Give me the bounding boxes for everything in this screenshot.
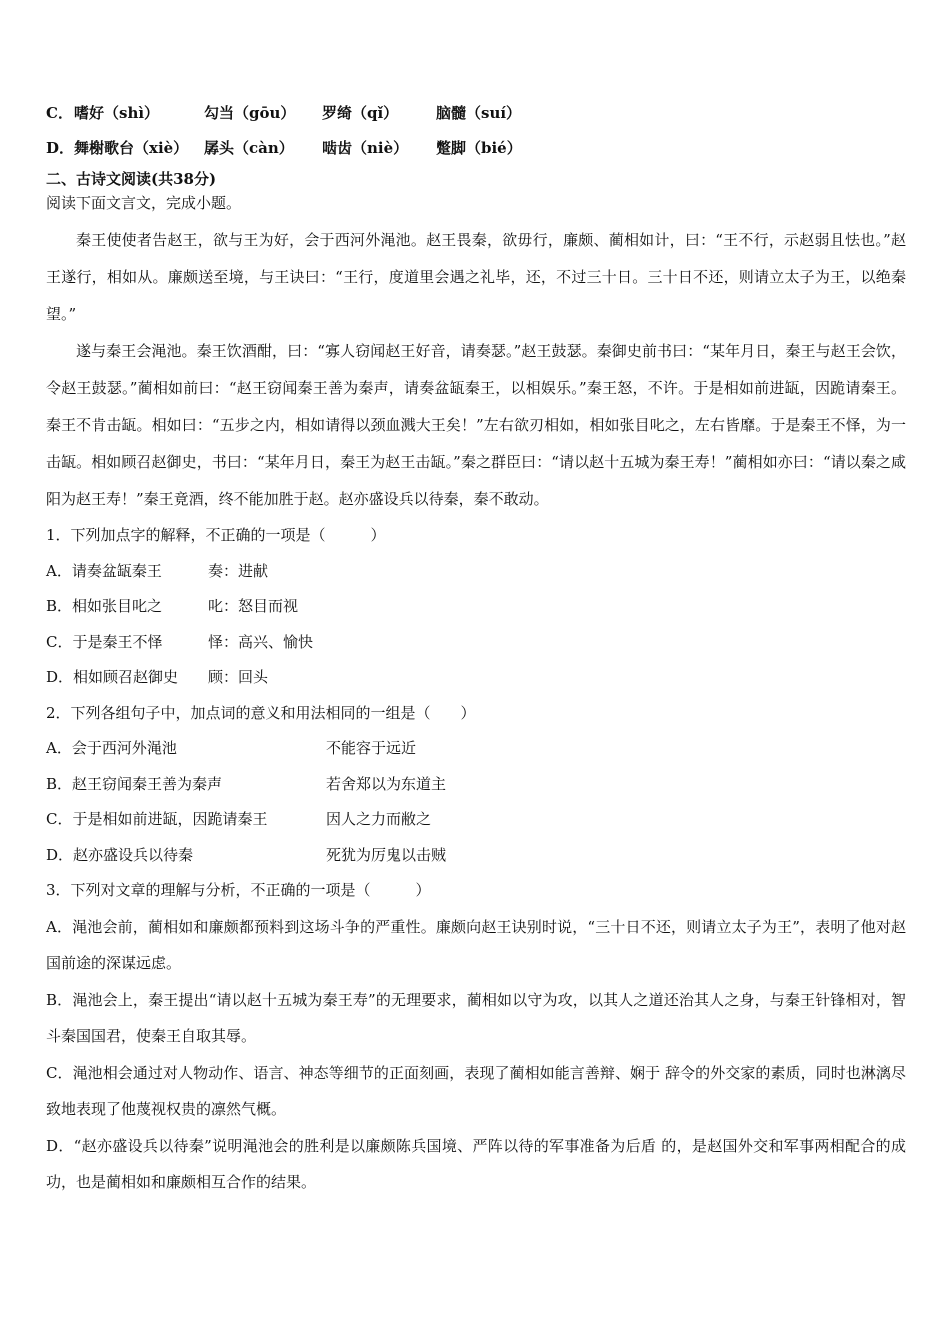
pinyin-item: 勾当（gōu） [204, 104, 296, 122]
option-letter: C． [46, 104, 73, 122]
question-stem: 3．下列对文章的理解与分析，不正确的一项是（ ） [46, 881, 431, 899]
option-text: 于是相如前进缻，因跪请秦王 [72, 810, 268, 828]
option-row [46, 589, 906, 625]
question-stem: 2．下列各组句子中，加点词的意义和用法相同的一组是（ ） [46, 703, 476, 722]
option-gloss: 怿：高兴、愉快 [208, 632, 314, 651]
section-heading: 二、古诗文阅读(共38分) [46, 170, 217, 188]
pinyin-option-d [46, 131, 906, 166]
pinyin-item: 嗜好（shì） [74, 104, 160, 122]
option-text: 请奏盆缻秦王 [71, 561, 162, 580]
option-pair: 因人之力而敝之 [326, 810, 432, 828]
option-text: 于是秦王不怿 [72, 632, 163, 651]
option-row [46, 802, 906, 838]
section-intro: 阅读下面文言文，完成小题。 [46, 194, 242, 212]
option-paragraph: C．渑池相会通过对人物动作、语言、神态等细节的正面刻画，表现了蔺相如能言善辩、娴于 辞令的外交家的素质，同时也淋漓尽致地表现了他蔑视权贵的凛然气概。 [46, 1063, 906, 1118]
option-gloss: 顾：回头 [208, 668, 269, 686]
option-row [46, 767, 906, 803]
option-text: 赵王窃闻秦王善为秦声 [72, 774, 223, 793]
pinyin-item: 脑髓（suí） [436, 104, 522, 122]
pinyin-item: 罗绮（qǐ） [322, 104, 399, 122]
option-paragraph: B．渑池会上，秦王提出“请以赵十五城为秦王寿”的无理要求，蔺相如以守为攻，以其人之道还治其人之身，与秦王针锋相对，智斗秦国国君，使秦王自取其辱。 [46, 990, 906, 1045]
pinyin-item: 蹩脚（bié） [436, 139, 522, 157]
option-letter: D． [46, 845, 74, 864]
pinyin-option-c [46, 96, 906, 131]
option-text: 相如张目叱之 [72, 597, 163, 615]
question-3 [46, 873, 906, 1201]
question-stem: 1．下列加点字的解释，不正确的一项是（ ） [46, 526, 386, 544]
option-pair: 不能容于远近 [326, 739, 417, 757]
option-letter: B． [46, 597, 73, 615]
option-row [46, 554, 906, 590]
option-row [46, 838, 906, 874]
option-letter: D． [46, 139, 75, 157]
option-letter: B． [46, 774, 73, 793]
passage-paragraph: 遂与秦王会渑池。秦王饮酒酣，曰：“寡人窃闻赵王好音，请奏瑟。”赵王鼓瑟。秦御史前书曰：“某年月日，秦王与赵王会饮，令赵王鼓瑟。”蔺相如前曰：“赵王窃闻秦王善为秦声，请奏盆缻秦王，以相娱乐。”秦王怒，不许。于是相如前进缻，因跪请秦王。秦王不肯击缻。相如曰：“五步之内，相如请得以颈血溅大王矣！”左右欲刃相如，相如张目叱之，左右皆靡。于是秦王不怿，为一击缻。相如顾召赵御史，书曰：“某年月日，秦王为赵王击缻。”秦之群臣曰：“请以赵十五城为秦王寿！”蔺相如亦曰：“请以秦之咸阳为赵王寿！”秦王竟酒，终不能加胜于赵。赵亦盛设兵以待秦，秦不敢动。 [46, 342, 906, 508]
option-row [46, 660, 906, 696]
option-pair: 死犹为厉鬼以击贼 [326, 845, 447, 864]
passage-paragraph: 秦王使使者告赵王，欲与王为好，会于西河外渑池。赵王畏秦，欲毋行，廉颇、蔺相如计，曰：“王不行，示赵弱且怯也。”赵王遂行，相如从。廉颇送至境，与王诀曰：“王行，度道里会遇之礼毕，还，不过三十日。三十日不还，则请立太子为王，以绝秦望。” [46, 231, 906, 323]
option-gloss: 奏：进献 [208, 561, 269, 580]
option-gloss: 叱：怒目而视 [208, 597, 299, 615]
option-pair: 若舍郑以为东道主 [326, 774, 447, 793]
option-letter: C． [46, 632, 73, 651]
pinyin-item: 孱头（càn） [204, 139, 294, 157]
option-paragraph: A．渑池会前，蔺相如和廉颇都预料到这场斗争的严重性。廉颇向赵王诀别时说，“三十日不还，则请立太子为王”，表明了他对赵国前途的深谋远虑。 [46, 917, 906, 972]
option-letter: D． [46, 668, 74, 686]
option-text: 会于西河外渑池 [71, 739, 177, 757]
option-letter: A． [46, 561, 72, 580]
option-row [46, 625, 906, 661]
pinyin-item: 啮齿（niè） [322, 139, 409, 157]
option-text: 相如顾召赵御史 [73, 668, 179, 686]
option-letter: A． [46, 739, 72, 757]
option-letter: C． [46, 810, 73, 828]
question-1 [46, 518, 906, 696]
option-text: 赵亦盛设兵以待秦 [73, 845, 194, 864]
exam-page [46, 96, 906, 1201]
question-2 [46, 696, 906, 874]
option-paragraph: D．“赵亦盛设兵以待秦”说明渑池会的胜利是以廉颇陈兵国境、严阵以待的军事准备为后盾 的，是赵国外交和军事两相配合的成功，也是蔺相如和廉颇相互合作的结果。 [46, 1136, 906, 1191]
option-row [46, 731, 906, 767]
pinyin-item: 舞榭歌台（xiè） [74, 139, 189, 157]
